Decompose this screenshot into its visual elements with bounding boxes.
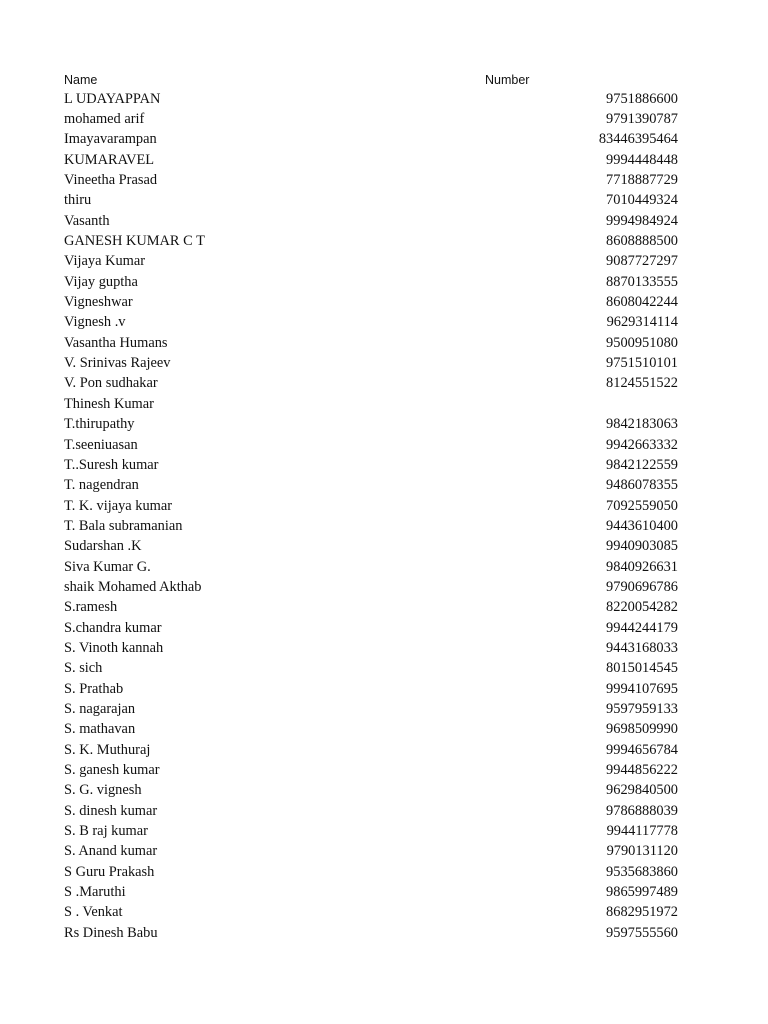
contact-number: 9944117778	[606, 823, 678, 840]
contact-name: S. mathavan	[64, 721, 136, 738]
contact-name: S. G. vignesh	[64, 782, 142, 799]
contact-name: S. Prathab	[64, 680, 124, 697]
contact-number: 9790696786	[606, 578, 678, 595]
table-row	[64, 679, 678, 699]
contact-number: 9535683860	[606, 863, 678, 880]
contact-number: 9443610400	[606, 517, 678, 534]
contact-number: 8682951972	[606, 904, 678, 921]
contact-number: 9500951080	[606, 334, 678, 351]
table-row	[64, 882, 678, 902]
contact-name: S. Anand kumar	[64, 843, 158, 860]
contact-name: S. K. Muthuraj	[64, 741, 151, 758]
table-body	[64, 89, 678, 943]
contact-name: thiru	[64, 192, 92, 209]
table-row	[64, 252, 678, 272]
table-row	[64, 801, 678, 821]
contact-name: Sudarshan .K	[64, 538, 142, 555]
contact-number: 9994984924	[606, 212, 678, 229]
contact-name: S. B raj kumar	[64, 823, 148, 840]
contact-name: S . Venkat	[64, 904, 123, 921]
contact-number: 8608042244	[606, 294, 678, 311]
contact-name: T. K. vijaya kumar	[64, 497, 173, 514]
contact-name: S.ramesh	[64, 599, 118, 616]
contact-name: Vasanth	[64, 212, 110, 229]
contact-name: Rs Dinesh Babu	[64, 924, 158, 941]
contact-number: 9790131120	[606, 843, 678, 860]
contact-number: 9629314114	[606, 314, 678, 331]
contact-name: Vijay guptha	[64, 273, 138, 290]
contact-name: shaik Mohamed Akthab	[64, 578, 202, 595]
table-row	[64, 638, 678, 658]
name-column-header: Name	[64, 72, 98, 87]
table-row	[64, 740, 678, 760]
table-row	[64, 313, 678, 333]
contact-name: S .Maruthi	[64, 884, 126, 901]
contact-number: 9940903085	[606, 538, 678, 555]
table-row	[64, 903, 678, 923]
contact-name: T. nagendran	[64, 477, 139, 494]
table-row	[64, 699, 678, 719]
table-row	[64, 537, 678, 557]
contact-table	[64, 70, 678, 943]
contact-name: T..Suresh kumar	[64, 456, 159, 473]
table-row	[64, 476, 678, 496]
table-row	[64, 333, 678, 353]
contact-number: 9994107695	[606, 680, 678, 697]
table-row	[64, 435, 678, 455]
table-row	[64, 862, 678, 882]
contact-number: 9751510101	[606, 355, 678, 372]
contact-number: 7010449324	[606, 192, 678, 209]
table-row	[64, 577, 678, 597]
table-row	[64, 353, 678, 373]
contact-name: S. ganesh kumar	[64, 762, 160, 779]
contact-number: 9942663332	[606, 436, 678, 453]
number-column-header: Number	[485, 72, 530, 87]
contact-name: S. dinesh kumar	[64, 802, 158, 819]
contact-number: 9698509990	[606, 721, 678, 738]
contact-name: GANESH KUMAR C T	[64, 233, 205, 250]
contact-number: 8220054282	[606, 599, 678, 616]
contact-number: 9842122559	[606, 456, 678, 473]
contact-number: 7718887729	[606, 172, 678, 189]
table-row	[64, 130, 678, 150]
contact-number: 9087727297	[606, 253, 678, 270]
table-row	[64, 191, 678, 211]
contact-number: 9840926631	[606, 558, 678, 575]
contact-number: 8015014545	[606, 660, 678, 677]
table-row	[64, 923, 678, 943]
contact-name: Vigneshwar	[64, 294, 133, 311]
contact-name: Siva Kumar G.	[64, 558, 151, 575]
table-header	[64, 70, 678, 89]
table-row	[64, 292, 678, 312]
contact-number: 9944244179	[606, 619, 678, 636]
contact-number: 8870133555	[606, 273, 678, 290]
contact-number: 9842183063	[606, 416, 678, 433]
contact-name: S. nagarajan	[64, 700, 136, 717]
contact-name: Vijaya Kumar	[64, 253, 146, 270]
contact-name: S. sich	[64, 660, 103, 677]
table-row	[64, 231, 678, 251]
table-row	[64, 394, 678, 414]
contact-name: V. Pon sudhakar	[64, 375, 158, 392]
contact-number: 9791390787	[606, 111, 678, 128]
table-row	[64, 109, 678, 129]
table-row	[64, 781, 678, 801]
table-row	[64, 496, 678, 516]
table-row	[64, 374, 678, 394]
contact-name: V. Srinivas Rajeev	[64, 355, 171, 372]
table-row	[64, 821, 678, 841]
table-row	[64, 618, 678, 638]
contact-name: S Guru Prakash	[64, 863, 155, 880]
table-row	[64, 455, 678, 475]
contact-name: Imayavarampan	[64, 131, 157, 148]
contact-name: Vasantha Humans	[64, 334, 168, 351]
contact-number: 8124551522	[606, 375, 678, 392]
contact-name: L UDAYAPPAN	[64, 90, 161, 107]
contact-number: 9865997489	[606, 884, 678, 901]
contact-number: 9994656784	[606, 741, 678, 758]
contact-number: 9629840500	[606, 782, 678, 799]
table-row	[64, 760, 678, 780]
contact-number: 8608888500	[606, 233, 678, 250]
table-row	[64, 720, 678, 740]
contact-number: 83446395464	[598, 131, 678, 148]
contact-number: 9994448448	[606, 151, 678, 168]
contact-number: 9597959133	[606, 700, 678, 717]
table-row	[64, 89, 678, 109]
table-row	[64, 598, 678, 618]
table-row	[64, 211, 678, 231]
contact-number: 7092559050	[606, 497, 678, 514]
table-row	[64, 150, 678, 170]
contact-name: KUMARAVEL	[64, 151, 155, 168]
contact-number: 9486078355	[606, 477, 678, 494]
table-row	[64, 516, 678, 536]
contact-number: 9751886600	[606, 90, 678, 107]
contact-number: 9443168033	[606, 639, 678, 656]
contact-name: Vignesh .v	[64, 314, 126, 331]
contact-number: 9597555560	[606, 924, 678, 941]
table-row	[64, 842, 678, 862]
table-row	[64, 557, 678, 577]
contact-number: 9944856222	[606, 762, 678, 779]
contact-name: S. Vinoth kannah	[64, 639, 164, 656]
contact-name: Thinesh Kumar	[64, 395, 154, 412]
contact-number: 9786888039	[606, 802, 678, 819]
table-row	[64, 170, 678, 190]
contact-name: T.seeniuasan	[64, 436, 138, 453]
table-row	[64, 272, 678, 292]
table-row	[64, 659, 678, 679]
table-row	[64, 415, 678, 435]
contact-name: T.thirupathy	[64, 416, 135, 433]
contact-name: S.chandra kumar	[64, 619, 162, 636]
contact-name: mohamed arif	[64, 111, 145, 128]
contact-name: T. Bala subramanian	[64, 517, 183, 534]
contact-name: Vineetha Prasad	[64, 172, 158, 189]
